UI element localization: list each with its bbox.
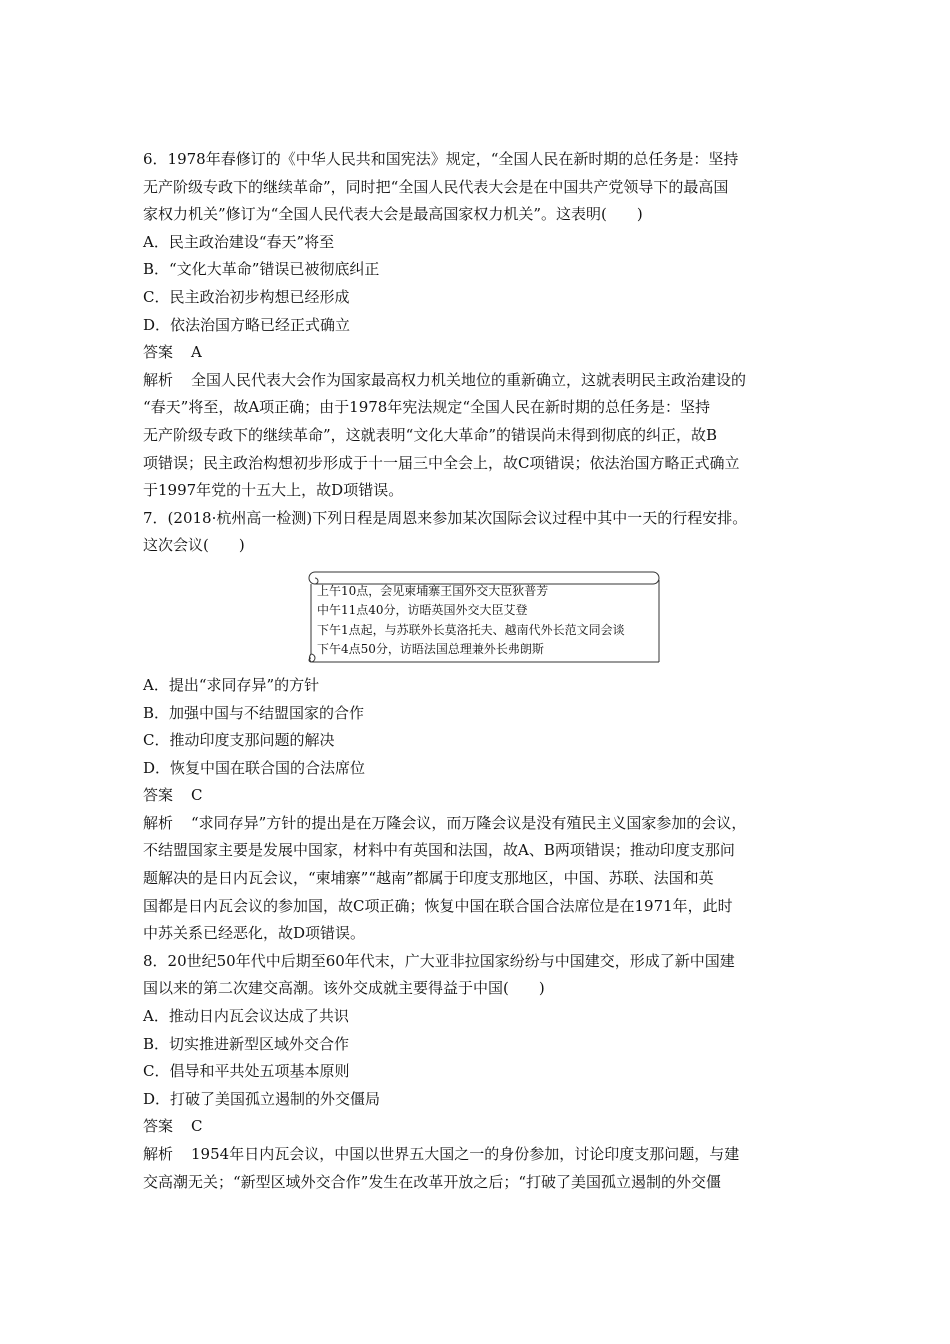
option-a: A．民主政治建设“春天”将至 (143, 232, 335, 251)
option-a: A．提出“求同存异”的方针 (143, 675, 320, 694)
option-c: C．倡导和平共处五项基本原则 (143, 1062, 350, 1081)
analysis-line: 不结盟国家主要是发展中国家，材料中有英国和法国，故A、B两项错误；推动印度支那问 (143, 841, 735, 860)
schedule-item: 上午10点，会见柬埔寨王国外交大臣狄普芳 (317, 583, 549, 598)
question-stem-line: 家权力机关”修订为“全国人民代表大会是最高国家权力机关”。这表明( ) (143, 205, 643, 224)
answer-label: 答案 (143, 343, 174, 362)
analysis-line: 题解决的是日内瓦会议，“柬埔寨”“越南”都属于印度支那地区，中国、苏联、法国和英 (143, 869, 714, 888)
schedule-text (317, 582, 657, 660)
analysis-line: “春天”将至，故A项正确；由于1978年宪法规定“全国人民在新时期的总任务是：坚持 (143, 398, 711, 417)
analysis-text: 全国人民代表大会作为国家最高权力机关地位的重新确立，这就表明民主政治建设的 (191, 370, 747, 389)
option-b: B．“文化大革命”错误已被彻底纠正 (143, 260, 380, 279)
question-stem-line: 这次会议( ) (143, 536, 245, 555)
analysis-line: 交高潮无关；“新型区域外交合作”发生在改革开放之后；“打破了美国孤立遏制的外交僵 (143, 1172, 722, 1191)
analysis-line (143, 1141, 815, 1169)
option-b: B．切实推进新型区域外交合作 (143, 1034, 350, 1053)
schedule-item: 中午11点40分，访晤英国外交大臣艾登 (317, 603, 528, 618)
answer-line (143, 339, 815, 367)
option-c: C．推动印度支那问题的解决 (143, 731, 335, 750)
analysis-line (143, 367, 815, 395)
analysis-text: 1954年日内瓦会议，中国以世界五大国之一的身份参加，讨论印度支那问题，与建 (191, 1145, 740, 1163)
option-c: C．民主政治初步构想已经形成 (143, 287, 350, 306)
question-stem-line: 无产阶级专政下的继续革命”，同时把“全国人民代表大会是在中国共产党领导下的最高国 (143, 177, 729, 196)
analysis-line: 于1997年党的十五大上，故D项错误。 (143, 481, 404, 500)
question-8 (143, 948, 815, 1196)
answer-line (143, 1113, 815, 1141)
question-7 (143, 505, 815, 948)
analysis-label: 解析 (143, 1145, 174, 1163)
page-content (143, 146, 815, 1196)
option-d: D．依法治国方略已经正式确立 (143, 315, 351, 334)
analysis-line: 国都是日内瓦会议的参加国，故C项正确；恢复中国在联合国合法席位是在1971年，此时 (143, 896, 733, 915)
question-stem-line: 国以来的第二次建交高潮。该外交成就主要得益于中国( ) (143, 979, 545, 998)
analysis-line: 中苏关系已经恶化，故D项错误。 (143, 924, 366, 943)
question-6 (143, 146, 815, 505)
schedule-item: 下午1点起，与苏联外长莫洛托夫、越南代外长范文同会谈 (317, 622, 625, 637)
answer-label: 答案 (143, 1117, 174, 1136)
schedule-item: 下午4点50分，访晤法国总理兼外长弗朗斯 (317, 642, 544, 657)
question-stem-line: 6．1978年春修订的《中华人民共和国宪法》规定，“全国人民在新时期的总任务是：坚持 (143, 150, 739, 168)
option-b: B．加强中国与不结盟国家的合作 (143, 703, 365, 722)
option-a: A．推动日内瓦会议达成了共识 (143, 1007, 349, 1026)
analysis-line: 无产阶级专政下的继续革命”，这就表明“文化大革命”的错误尚未得到彻底的纠正，故B (143, 425, 718, 444)
analysis-line: 项错误；民主政治构想初步形成于十一届三中全会上，故C项错误；依法治国方略正式确立 (143, 453, 740, 472)
option-d: D．恢复中国在联合国的合法席位 (143, 758, 366, 777)
schedule-scroll (303, 568, 663, 666)
answer-value: A (191, 343, 202, 362)
analysis-label: 解析 (143, 813, 174, 832)
option-d: D．打破了美国孤立遏制的外交僵局 (143, 1089, 381, 1108)
analysis-label: 解析 (143, 370, 174, 389)
answer-label: 答案 (143, 786, 174, 805)
answer-line (143, 782, 815, 810)
answer-value: C (191, 786, 203, 805)
analysis-text: “求同存异”方针的提出是在万隆会议，而万隆会议是没有殖民主义国家参加的会议， (191, 813, 747, 832)
answer-value: C (191, 1117, 203, 1136)
question-stem-line: 8．20世纪50年代中后期至60年代末，广大亚非拉国家纷纷与中国建交，形成了新中国建 (143, 951, 735, 970)
question-stem-line: 7．(2018·杭州高一检测)下列日程是周恩来参加某次国际会议过程中其中一天的行程安排。 (143, 508, 748, 527)
analysis-line (143, 810, 815, 838)
